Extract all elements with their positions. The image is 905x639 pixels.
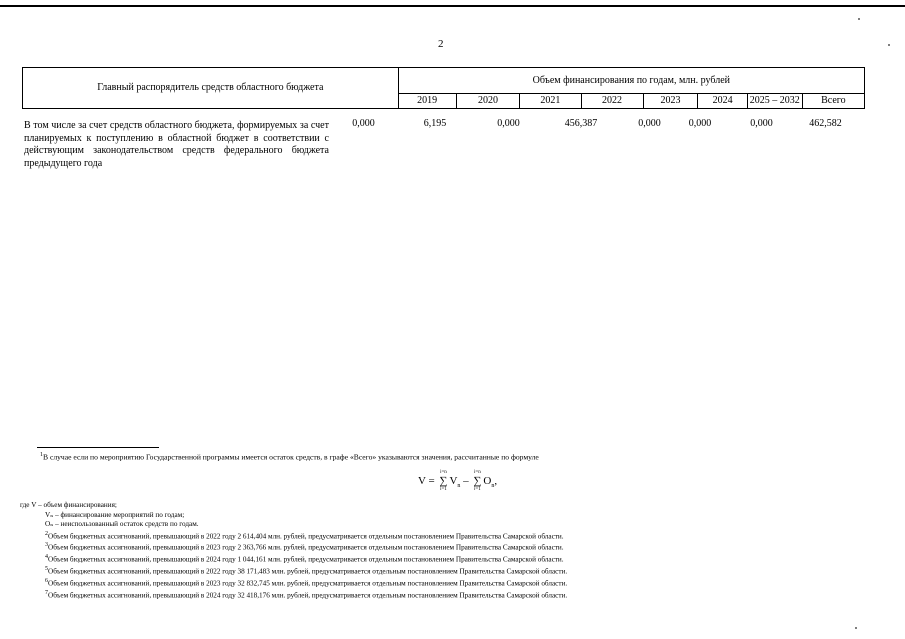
note-text: Объем бюджетных ассигнований, превышающий в 2022 году 38 171,483 млн. рублей, предусматривается отдельным постановлением Правительства Самарской области.	[48, 567, 568, 576]
row-value: 0,000	[497, 118, 520, 129]
row-value: 456,387	[564, 118, 598, 129]
note-text: Объем бюджетных ассигнований, превышающий в 2024 году 32 418,176 млн. рублей, предусматривается отдельным постановлением Правительства Самарской области.	[48, 591, 568, 600]
note-text: Объем бюджетных ассигнований, превышающий в 2022 году 2 614,404 млн. рублей, предусматривается отдельным постановлением Правительства Самарской области.	[48, 531, 564, 540]
top-rule	[0, 5, 905, 7]
header-budget-manager: Главный распорядитель средств областного бюджета	[23, 68, 399, 109]
note-mark: 4	[45, 554, 48, 561]
note-line	[20, 553, 567, 565]
note-line	[20, 541, 567, 553]
year-header: 2025 – 2032	[747, 94, 802, 109]
note-mark: 7	[45, 589, 48, 596]
note-text: Объем бюджетных ассигнований, превышающий в 2023 году 32 832,745 млн. рублей, предусматривается отдельным постановлением Правительства Самарской области.	[48, 579, 568, 588]
formula-term-o: O	[483, 475, 492, 487]
page-number: 2	[438, 38, 444, 50]
definition-line: Vₙ – финансирование мероприятий по годам;	[45, 510, 185, 519]
definition-line: Oₙ – неиспользованный остаток средств по годам.	[45, 520, 199, 528]
note-line	[20, 589, 567, 601]
footnote-mark: 1	[40, 452, 43, 458]
sum-upper: i=n	[474, 470, 481, 475]
formula-tail: ,	[494, 475, 498, 487]
footnote-1	[40, 452, 539, 462]
sum-lower: i=1	[440, 487, 447, 492]
note-mark: 3	[45, 542, 48, 549]
scan-speck	[858, 18, 860, 20]
notes-block	[20, 501, 567, 601]
scan-speck	[855, 627, 857, 629]
total-header: Всего	[802, 94, 864, 109]
sum-symbol: i=n ∑ i=1	[472, 475, 482, 487]
row-value: 0,000	[352, 118, 375, 129]
row-value: 6,195	[423, 118, 447, 129]
formula-term-v: V	[449, 475, 458, 487]
sum-upper: i=n	[440, 470, 447, 475]
footnote-separator	[37, 447, 159, 448]
year-header: 2023	[643, 94, 698, 109]
note-mark: 2	[45, 530, 48, 537]
row-label: В том числе за счет средств областного бюджета, формируемых за счет планируемых к поступлению в областной бюджет в соответствии с действующим законодательством средств федерального бюджета предыдущего года	[24, 120, 329, 169]
scan-speck	[888, 44, 890, 46]
note-line	[20, 577, 567, 589]
row-value: 0,000	[638, 118, 661, 129]
formula-minus: –	[460, 475, 472, 487]
note-line	[20, 565, 567, 577]
note-mark: 6	[45, 578, 48, 585]
note-text: Объем бюджетных ассигнований, превышающий в 2024 году 1 044,161 млн. рублей, предусматривается отдельным постановлением Правительства Самарской области.	[48, 555, 564, 564]
footnote-text: В случае если по мероприятию Государственной программы имеется остаток средств, в графе «Всего» указываются значения, рассчитанные по формуле	[43, 452, 539, 462]
note-line	[20, 530, 567, 542]
year-header: 2021	[520, 94, 581, 109]
formula-term-o-sub: n	[491, 483, 495, 490]
row-value: 0,000	[688, 118, 712, 129]
formula-term-v-sub: n	[457, 483, 461, 490]
year-header: 2024	[698, 94, 747, 109]
sum-lower: i=1	[474, 487, 481, 492]
formula	[418, 470, 498, 492]
row-value: 0,000	[750, 118, 773, 129]
note-mark: 5	[45, 566, 48, 573]
definition-line: где V – объем финансирования;	[20, 501, 117, 509]
header-financing-by-year: Объем финансирования по годам, млн. рублей	[398, 68, 864, 94]
year-header: 2022	[581, 94, 643, 109]
row-total-value: 462,582	[809, 118, 842, 129]
year-header: 2019	[398, 94, 456, 109]
sum-symbol: i=n ∑ i=1	[438, 475, 448, 487]
note-text: Объем бюджетных ассигнований, превышающий в 2023 году 2 363,766 млн. рублей, предусматривается отдельным постановлением Правительства Самарской области.	[48, 543, 564, 552]
year-header: 2020	[456, 94, 520, 109]
formula-lhs: V =	[418, 475, 438, 487]
financing-table	[22, 67, 865, 109]
